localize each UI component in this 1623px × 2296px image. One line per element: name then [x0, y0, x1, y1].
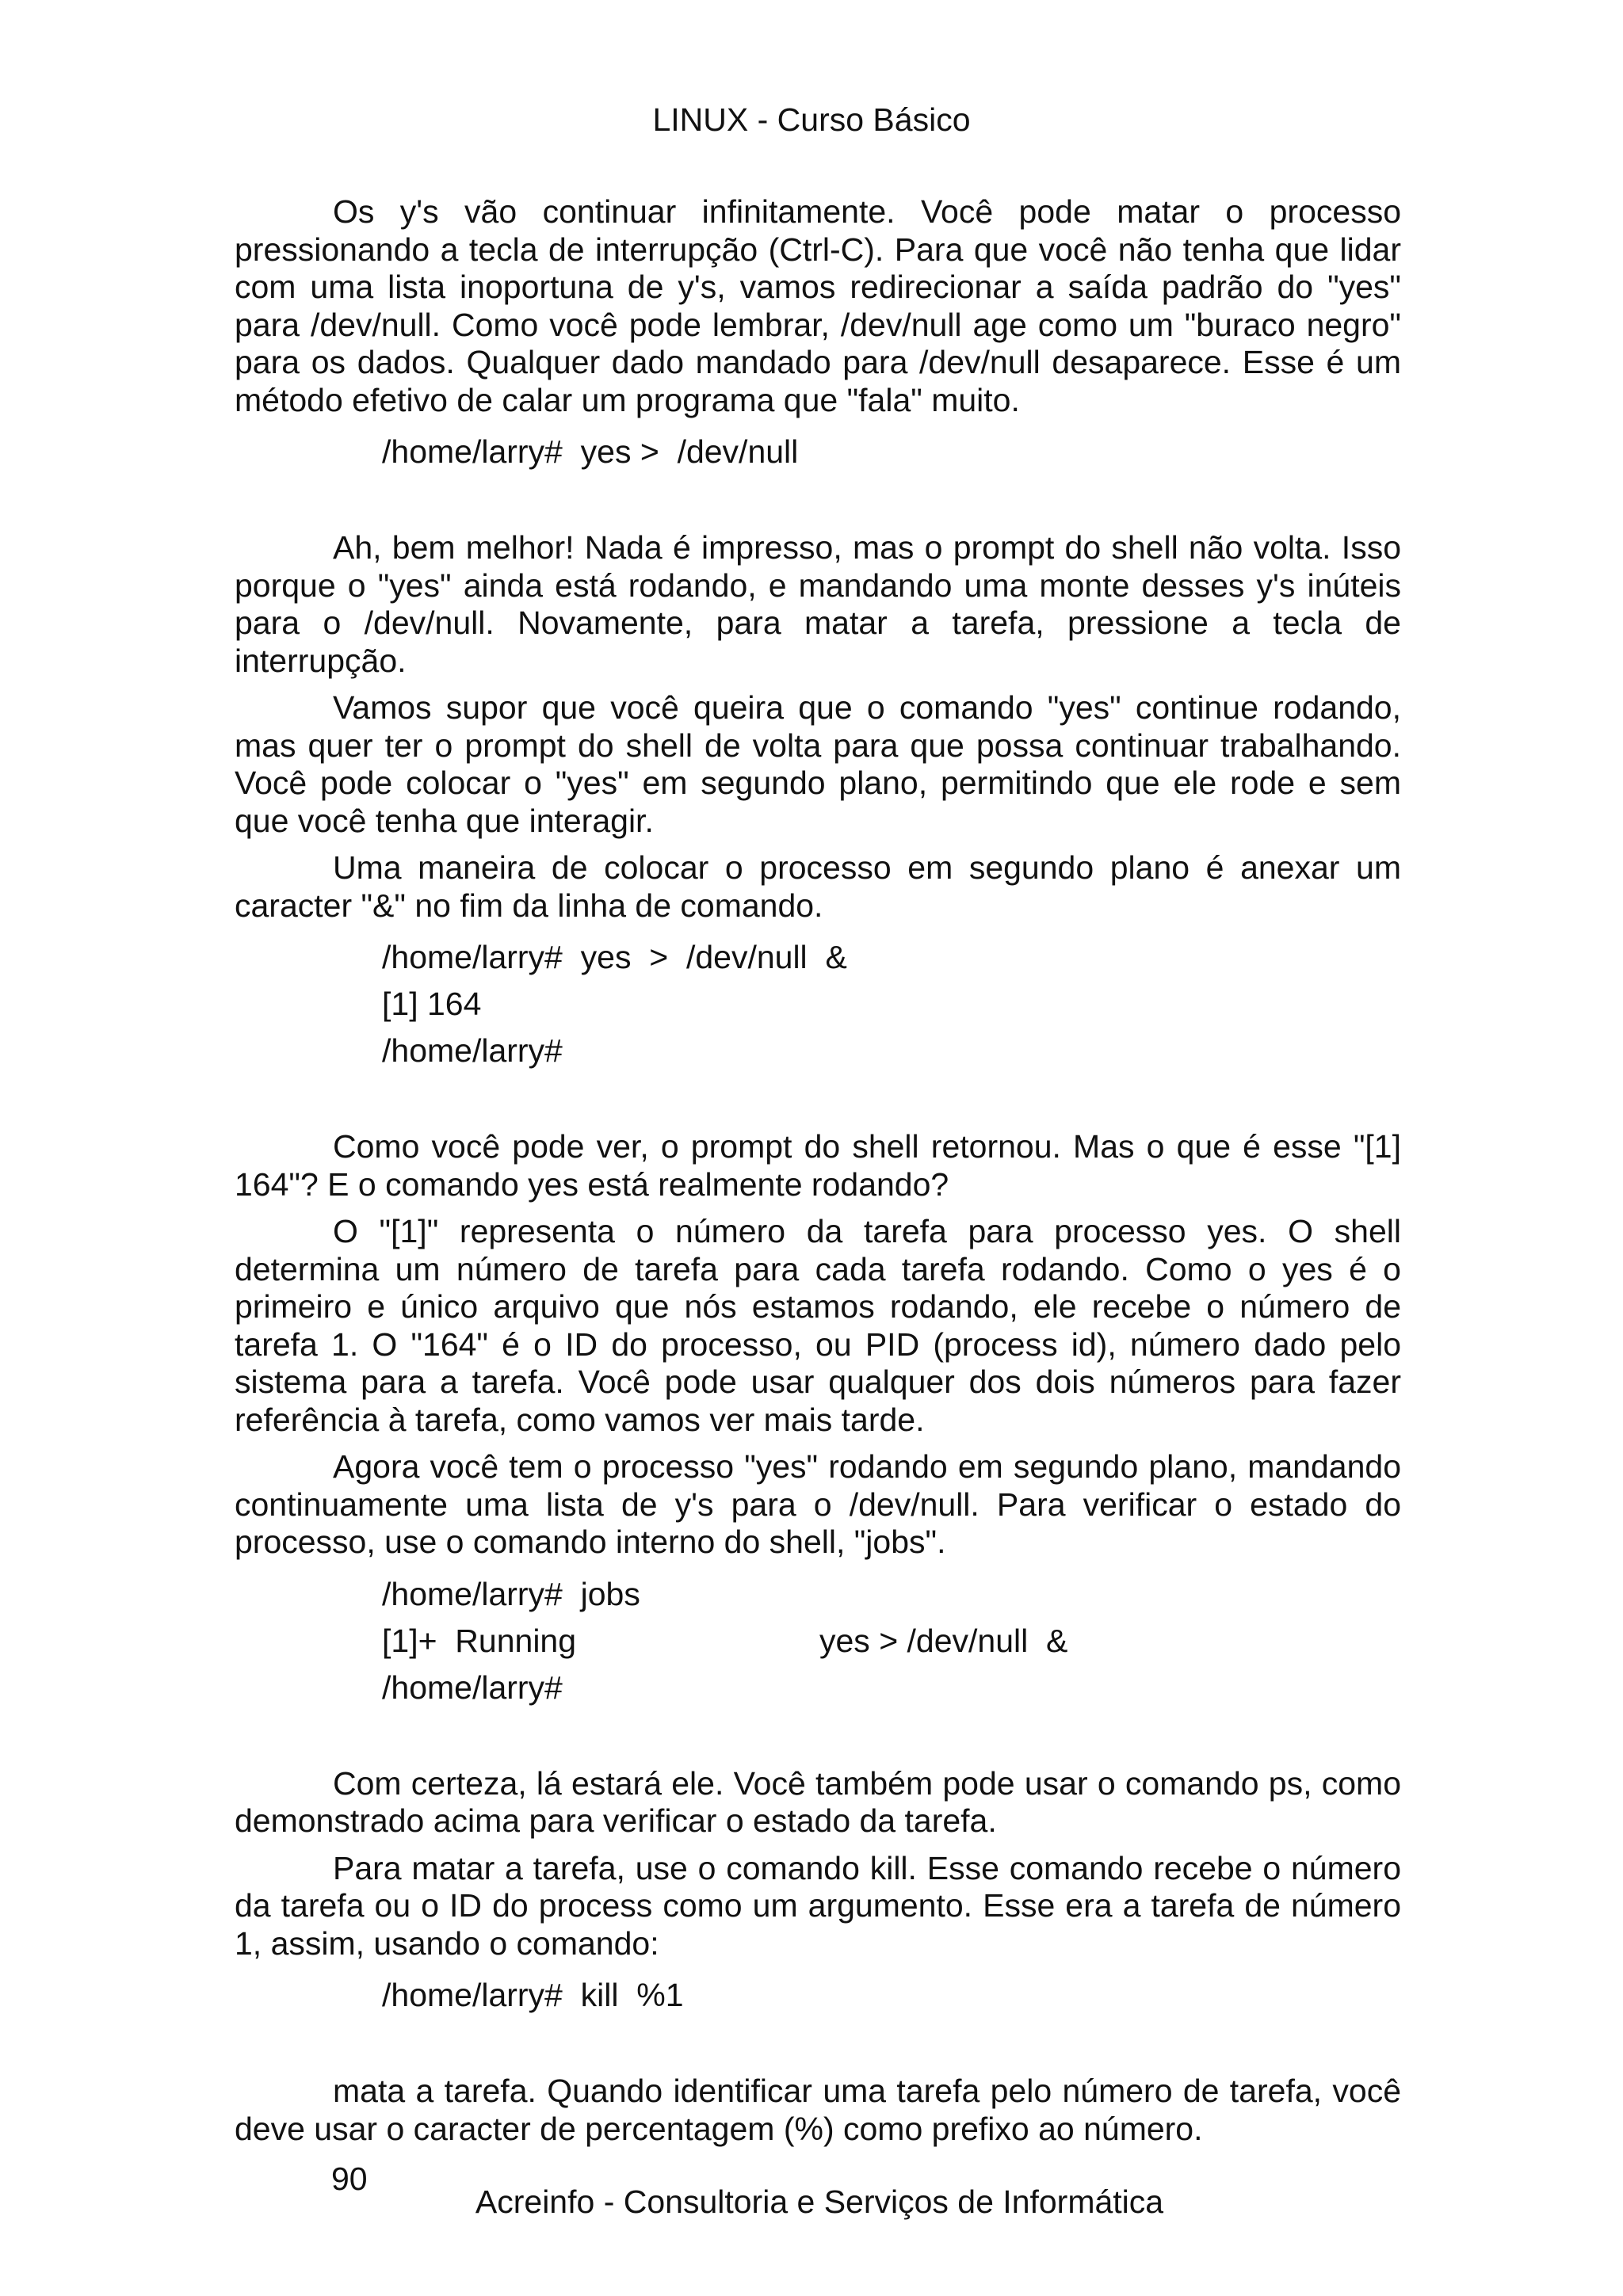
page-content [235, 193, 1401, 2157]
code-line: /home/larry# [382, 1669, 563, 1706]
code-block [235, 1972, 1401, 2019]
paragraph: Como você pode ver, o prompt do shell retornou. Mas o que é esse "[1] 164"? E o comando yes está realmente rodando? [235, 1128, 1401, 1203]
page-footer: Acreinfo - Consultoria e Serviços de Informática [475, 2183, 1164, 2220]
job-status: [1]+ Running [382, 1622, 577, 1659]
page-header: LINUX - Curso Básico [652, 101, 971, 138]
paragraph: Para matar a tarefa, use o comando kill. Esse comando recebe o número da tarefa ou o ID do process como um argumento. Esse era a tarefa de número 1, assim, usando o comando: [235, 1849, 1401, 1962]
page-number: 90 [331, 2161, 368, 2197]
code-line: /home/larry# kill %1 [382, 1977, 684, 2013]
paragraph: Com certeza, lá estará ele. Você também pode usar o comando ps, como demonstrado acima para verificar o estado da tarefa. [235, 1764, 1401, 1839]
paragraph: mata a tarefa. Quando identificar uma tarefa pelo número de tarefa, você deve usar o caracter de percentagem (%) como prefixo ao número. [235, 2073, 1401, 2147]
paragraph: Ah, bem melhor! Nada é impresso, mas o prompt do shell não volta. Isso porque o "yes" ainda está rodando, e mandando uma monte desses y's inúteis para o /dev/null. Novamente, para matar a tarefa, pressione a tecla de interrupção. [235, 529, 1401, 679]
paragraph: Uma maneira de colocar o processo em segundo plano é anexar um caracter "&" no fim da linha de comando. [235, 849, 1401, 924]
job-command: yes > /dev/null & [819, 1622, 1068, 1659]
code-line: /home/larry# yes > /dev/null [382, 433, 799, 470]
jobs-output-row [382, 1618, 1401, 1665]
code-line: [1] 164 [382, 986, 482, 1022]
code-line: /home/larry# yes > /dev/null & [382, 939, 847, 975]
code-block [235, 1571, 1401, 1711]
code-line: /home/larry# [382, 1032, 563, 1069]
code-block [235, 429, 1401, 475]
paragraph: Agora você tem o processo "yes" rodando em segundo plano, mandando continuamente uma lista de y's para o /dev/null. Para verificar o estado do processo, use o comando interno do shell, "jobs". [235, 1448, 1401, 1560]
paragraph: O "[1]" representa o número da tarefa para processo yes. O shell determina um número de tarefa para cada tarefa rodando. Como o yes é o primeiro e único arquivo que nós estamos rodando, ele recebe o número de tarefa 1. O "164" é o ID do processo, ou PID (process id), número dado pelo sistema para a tarefa. Você pode usar qualquer dos dois números para fazer referência à tarefa, como vamos ver mais tarde. [235, 1213, 1401, 1438]
paragraph: Os y's vão continuar infinitamente. Você pode matar o processo pressionando a tecla de interrupção (Ctrl-C). Para que você não tenha que lidar com uma lista inoportuna de y's, vamos redirecionar a saída padrão do "yes" para /dev/null. Como você pode lembrar, /dev/null age como um "buraco negro" para os dados. Qualquer dado mandado para /dev/null desaparece. Esse é um método efetivo de calar um programa que "fala" muito. [235, 193, 1401, 418]
code-block [235, 934, 1401, 1074]
code-line: /home/larry# jobs [382, 1575, 640, 1612]
paragraph: Vamos supor que você queira que o comando "yes" continue rodando, mas quer ter o prompt do shell de volta para que possa continuar trabalhando. Você pode colocar o "yes" em segundo plano, permitindo que ele rode e sem que você tenha que interagir. [235, 689, 1401, 839]
